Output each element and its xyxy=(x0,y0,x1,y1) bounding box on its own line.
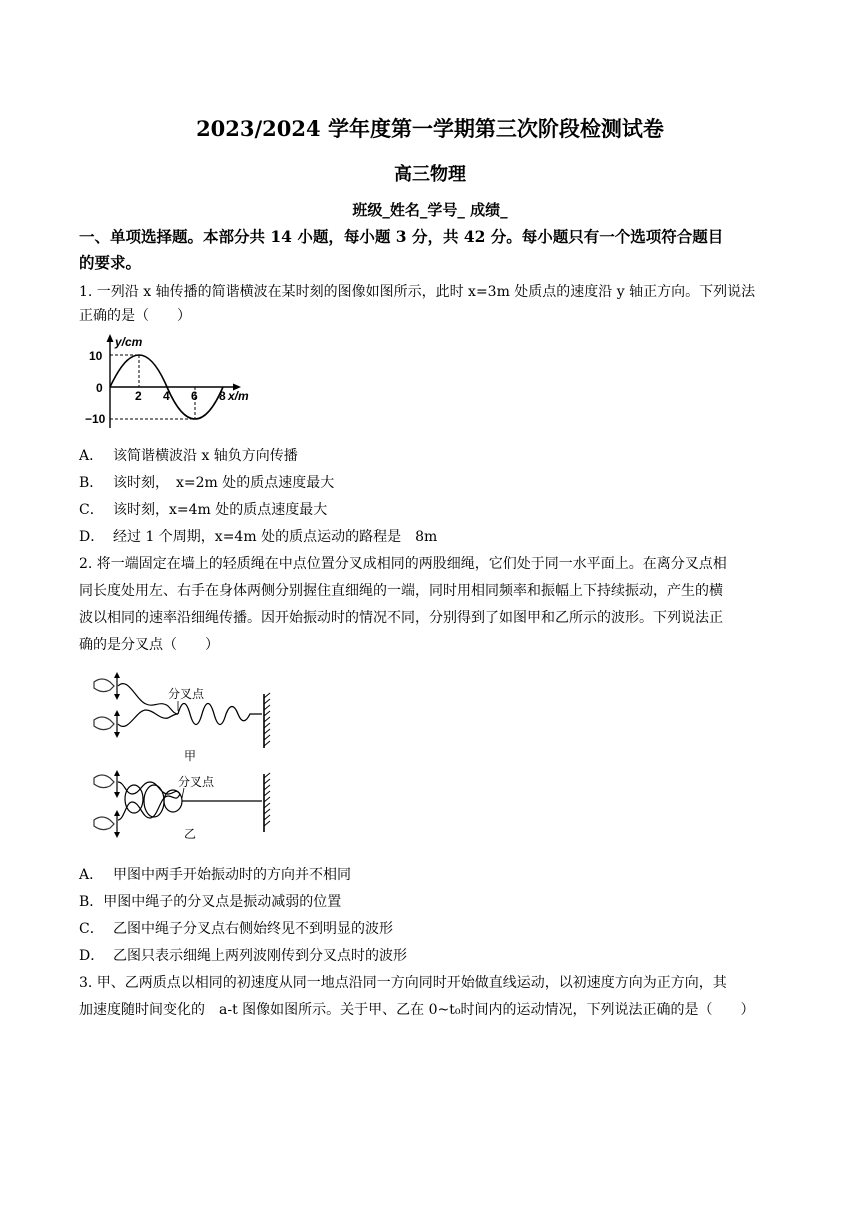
q3-stem-line2: 加速度随时间变化的 a-t 图像如图所示。关于甲、乙在 0~t₀时间内的运动情况，下列说法正确的是（ ） xyxy=(79,1002,755,1018)
q1-stem-line1: 1. 一列沿 x 轴传播的简谐横波在某时刻的图像如图所示，此时 x=3m 处质点的速度沿 y 轴正方向。下列说法 xyxy=(79,284,756,300)
q2-stem-line3: 波以相同的速率沿细绳传播。因开始振动时的情况不同，分别得到了如图甲和乙所示的波形。下列说法正 xyxy=(79,610,723,626)
q1-option-c[interactable]: C． 该时刻，x=4m 处的质点速度最大 xyxy=(79,502,328,518)
page-subtitle: 高三物理 xyxy=(394,164,466,185)
q2-option-d[interactable]: D． 乙图只表示细绳上两列波刚传到分叉点时的波形 xyxy=(79,948,407,964)
q1-x-label: x/m xyxy=(228,389,249,403)
q1-option-b[interactable]: B． 该时刻， x=2m 处的质点速度最大 xyxy=(79,475,335,491)
q1-y-tick-neg10: −10 xyxy=(85,412,106,426)
q2-option-a[interactable]: A． 甲图中两手开始振动时的方向并不相同 xyxy=(79,867,351,883)
q1-y-arrow xyxy=(107,334,114,342)
q1-stem-line2: 正确的是（ ） xyxy=(79,308,191,324)
hand-icon xyxy=(94,717,114,730)
q1-option-d[interactable]: D． 经过 1 个周期，x=4m 处的质点运动的路程是 8m xyxy=(79,529,438,545)
hand-icon xyxy=(94,679,114,692)
q2b-lower-rope xyxy=(118,794,180,820)
q1-x-tick-2: 2 xyxy=(135,389,142,403)
q2-stem-line1: 2. 将一端固定在墙上的轻质绳在中点位置分叉成相同的两股细绳，它们处于同一水平面上。在离分叉点相 xyxy=(79,556,727,572)
q1-wave-graph xyxy=(85,332,260,432)
q2-figure-a xyxy=(94,672,270,763)
hand-icon xyxy=(94,817,114,830)
q2-option-c[interactable]: C． 乙图中绳子分叉点右侧始终见不到明显的波形 xyxy=(79,921,393,937)
q1-y-tick-10: 10 xyxy=(89,349,103,363)
section-heading-line2: 的要求。 xyxy=(79,253,142,272)
q2a-figure-label: 甲 xyxy=(184,749,197,763)
q2b-upper-rope xyxy=(118,782,180,794)
q2a-fork-label: 分叉点 xyxy=(168,687,205,701)
q2a-main-rope xyxy=(178,704,262,725)
q3-stem-line1: 3. 甲、乙两质点以相同的初速度从同一地点沿同一方向同时开始做直线运动，以初速度方向为正方向，其 xyxy=(79,975,727,991)
q2a-lower-rope xyxy=(118,710,178,726)
q1-option-a[interactable]: A． 该简谐横波沿 x 轴负方向传播 xyxy=(79,448,298,464)
hand-icon xyxy=(94,775,114,788)
section-heading-line1: 一、单项选择题。本部分共 14 小题，每小题 3 分，共 42 分。每小题只有一个选项符合题目 xyxy=(79,227,724,246)
q2-rope-figure xyxy=(88,670,278,850)
q1-y-label: y/cm xyxy=(115,335,143,349)
page-title: 2023/2024 学年度第一学期第三次阶段检测试卷 xyxy=(196,116,664,141)
q1-y-tick-0: 0 xyxy=(96,381,103,395)
q1-x-tick-6: 6 xyxy=(191,389,198,403)
q1-x-tick-4: 4 xyxy=(163,389,170,403)
q2-figure-b xyxy=(94,770,270,841)
q2b-fork-label: 分叉点 xyxy=(178,775,215,789)
q1-x-tick-8: 8 xyxy=(219,389,226,403)
q2-stem-line4: 确的是分叉点（ ） xyxy=(79,637,219,653)
q2-stem-line2: 同长度处用左、右手在身体两侧分别握住直细绳的一端，同时用相同频率和振幅上下持续振动，产生的横 xyxy=(79,583,723,599)
q2-option-b[interactable]: B．甲图中绳子的分叉点是振动减弱的位置 xyxy=(79,894,342,910)
student-info-line: 班级_姓名_学号_ 成绩_ xyxy=(352,201,508,219)
q2b-figure-label: 乙 xyxy=(184,827,197,841)
